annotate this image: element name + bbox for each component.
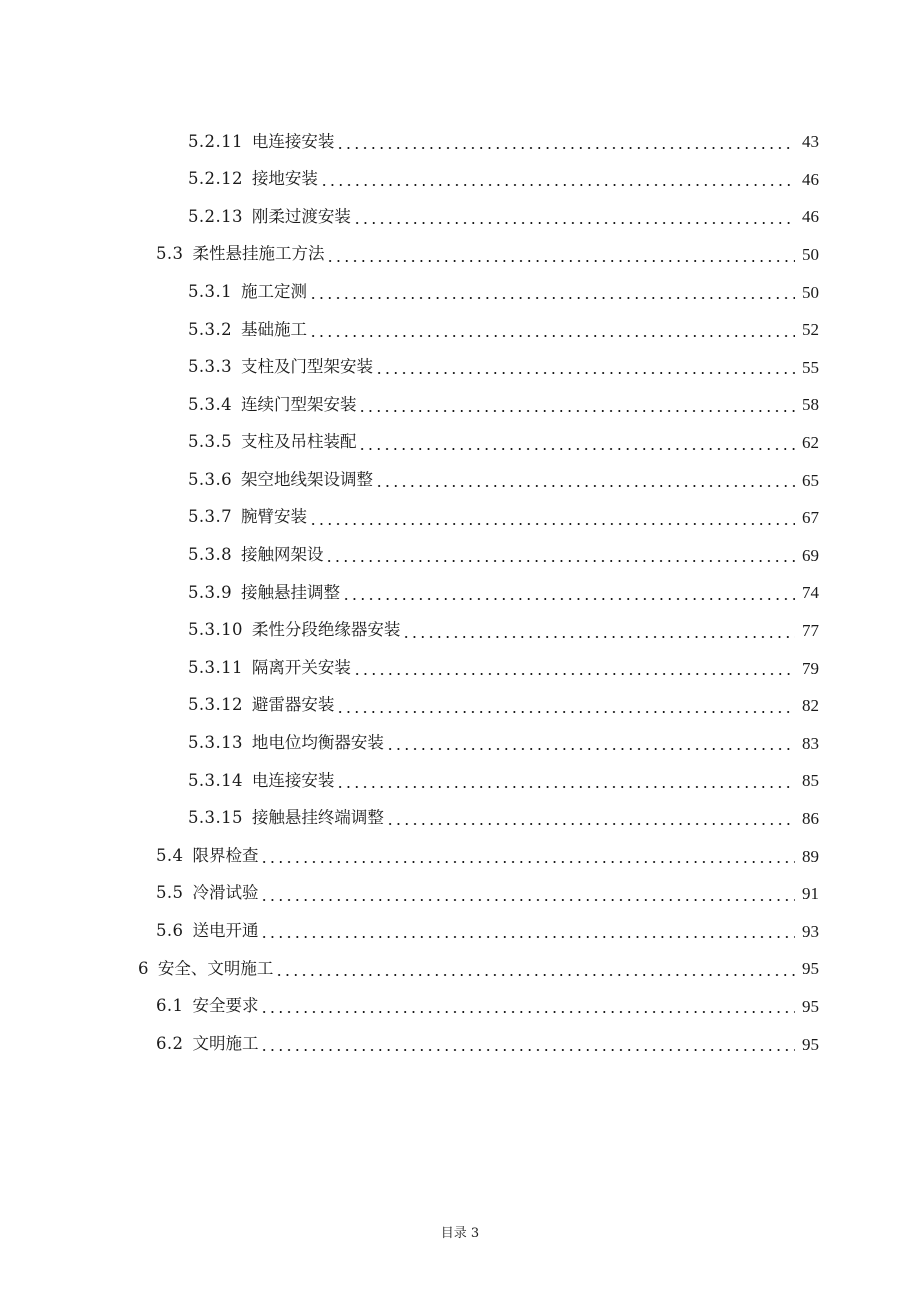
toc-entry-page: 82 [802,696,819,716]
toc-entry-page: 50 [802,282,819,302]
toc-entry-title: 隔离开关安装 [251,657,351,677]
toc-entry[interactable] [0,499,920,537]
toc-entry-number: 5.3.9 [188,582,232,602]
toc-entry-number: 5.3.7 [188,507,232,527]
toc-entry-number: 5.3.13 [188,733,243,753]
toc-entry-number: 5.3.12 [188,695,243,715]
toc-entry[interactable] [0,123,920,161]
dot-leader [326,260,795,262]
toc-entry-page: 52 [802,320,819,340]
toc-entry-number: 5.3.15 [188,808,243,828]
toc-entry-number: 5.5 [156,883,184,903]
toc-entry-page: 43 [802,132,819,152]
toc-entry[interactable] [0,349,920,387]
dot-leader [375,372,795,374]
toc-entry-title: 柔性分段绝缘器安装 [251,620,401,640]
dot-leader [375,485,795,487]
toc-entry-number: 5.3.14 [188,770,243,790]
dot-leader [325,560,795,562]
toc-entry[interactable] [0,912,920,950]
toc-entry-title: 文明施工 [192,1033,259,1053]
toc-entry-number: 5.3.5 [188,432,232,452]
toc-entry-page: 95 [802,996,819,1016]
dot-leader [353,673,795,675]
toc-entry-title: 安全、文明施工 [157,958,274,978]
toc-entry-title: 接触悬挂终端调整 [251,808,384,828]
toc-entry-title: 刚柔过渡安装 [251,206,351,226]
toc-entry[interactable] [0,236,920,274]
toc-entry-page: 46 [802,169,819,189]
toc-entry-page: 67 [802,508,819,528]
dot-leader [275,974,795,976]
dot-leader [336,147,795,149]
dot-leader [353,222,795,224]
toc-entry-page: 93 [802,921,819,941]
page-footer: 目录 3 [440,1226,480,1241]
toc-entry-number: 5.3.1 [188,281,232,301]
toc-entry[interactable] [0,386,920,424]
toc-entry[interactable] [0,1025,920,1063]
table-of-contents [0,123,920,1063]
toc-entry-page: 62 [802,433,819,453]
toc-entry-page: 83 [802,733,819,753]
toc-entry-number: 5.2.11 [188,131,243,151]
dot-leader [309,335,795,337]
toc-entry-title: 电连接安装 [251,770,335,790]
toc-entry-title: 接地安装 [251,169,318,189]
toc-entry[interactable] [0,273,920,311]
toc-entry-title: 接触网架设 [240,545,324,565]
toc-entry-title: 支柱及吊柱装配 [240,432,357,452]
toc-entry-page: 50 [802,245,819,265]
toc-entry-title: 避雷器安装 [251,695,335,715]
toc-entry-title: 架空地线架设调整 [240,469,373,489]
dot-leader [260,1049,795,1051]
toc-entry-page: 85 [802,771,819,791]
toc-entry-number: 5.3.6 [188,469,232,489]
toc-entry-number: 5.3.3 [188,357,232,377]
dot-leader [260,936,795,938]
toc-entry-page: 86 [802,808,819,828]
toc-entry-number: 5.3.4 [188,394,232,414]
toc-entry-page: 55 [802,357,819,377]
toc-entry[interactable] [0,612,920,650]
toc-entry-page: 65 [802,470,819,490]
dot-leader [309,523,795,525]
toc-entry-title: 地电位均衡器安装 [251,733,384,753]
toc-entry[interactable] [0,725,920,763]
toc-entry-number: 5.3.10 [188,620,243,640]
toc-entry-title: 安全要求 [192,996,259,1016]
toc-entry[interactable] [0,574,920,612]
toc-entry-page: 79 [802,658,819,678]
toc-entry[interactable] [0,837,920,875]
toc-entry-page: 77 [802,621,819,641]
toc-entry-number: 6.2 [156,1033,184,1053]
toc-entry[interactable] [0,161,920,199]
dot-leader [320,184,795,186]
dot-leader [402,636,795,638]
toc-entry-title: 连续门型架安装 [240,394,357,414]
toc-entry-number: 5.6 [156,921,184,941]
toc-entry-page: 95 [802,959,819,979]
toc-entry-number: 5.2.12 [188,169,243,189]
toc-entry-title: 施工定测 [240,281,307,301]
dot-leader [260,1011,795,1013]
toc-entry-number: 6.1 [156,996,184,1016]
toc-entry-title: 柔性悬挂施工方法 [192,244,325,264]
toc-entry[interactable] [0,988,920,1026]
toc-entry-page: 58 [802,395,819,415]
dot-leader [358,410,795,412]
toc-entry[interactable] [0,950,920,988]
toc-entry-page: 46 [802,207,819,227]
dot-leader [336,786,795,788]
toc-entry-title: 支柱及门型架安装 [240,357,373,377]
toc-entry[interactable] [0,461,920,499]
toc-entry[interactable] [0,687,920,725]
toc-entry-page: 91 [802,884,819,904]
dot-leader [386,748,795,750]
toc-entry[interactable] [0,537,920,575]
toc-entry[interactable] [0,424,920,462]
toc-entry-number: 6 [138,958,149,978]
toc-entry-title: 送电开通 [192,921,259,941]
toc-entry-title: 冷滑试验 [192,883,259,903]
toc-entry-number: 5.3 [156,244,184,264]
dot-leader [358,448,795,450]
toc-entry[interactable] [0,800,920,838]
toc-entry-number: 5.2.13 [188,206,243,226]
toc-entry-title: 限界检查 [192,845,259,865]
toc-entry-title: 电连接安装 [251,131,335,151]
toc-entry-title: 接触悬挂调整 [240,582,340,602]
toc-entry-page: 74 [802,583,819,603]
toc-entry[interactable] [0,649,920,687]
toc-entry-number: 5.4 [156,845,184,865]
dot-leader [309,297,795,299]
toc-entry[interactable] [0,311,920,349]
toc-entry[interactable] [0,875,920,913]
dot-leader [342,598,795,600]
toc-entry-number: 5.3.2 [188,319,232,339]
toc-entry-title: 腕臂安装 [240,507,307,527]
toc-entry-title: 基础施工 [240,319,307,339]
toc-entry-page: 95 [802,1034,819,1054]
toc-entry[interactable] [0,762,920,800]
toc-entry-number: 5.3.8 [188,545,232,565]
dot-leader [336,711,795,713]
toc-entry[interactable] [0,198,920,236]
dot-leader [386,823,795,825]
dot-leader [260,899,795,901]
toc-entry-page: 89 [802,846,819,866]
dot-leader [260,861,795,863]
toc-entry-number: 5.3.11 [188,657,243,677]
toc-entry-page: 69 [802,545,819,565]
